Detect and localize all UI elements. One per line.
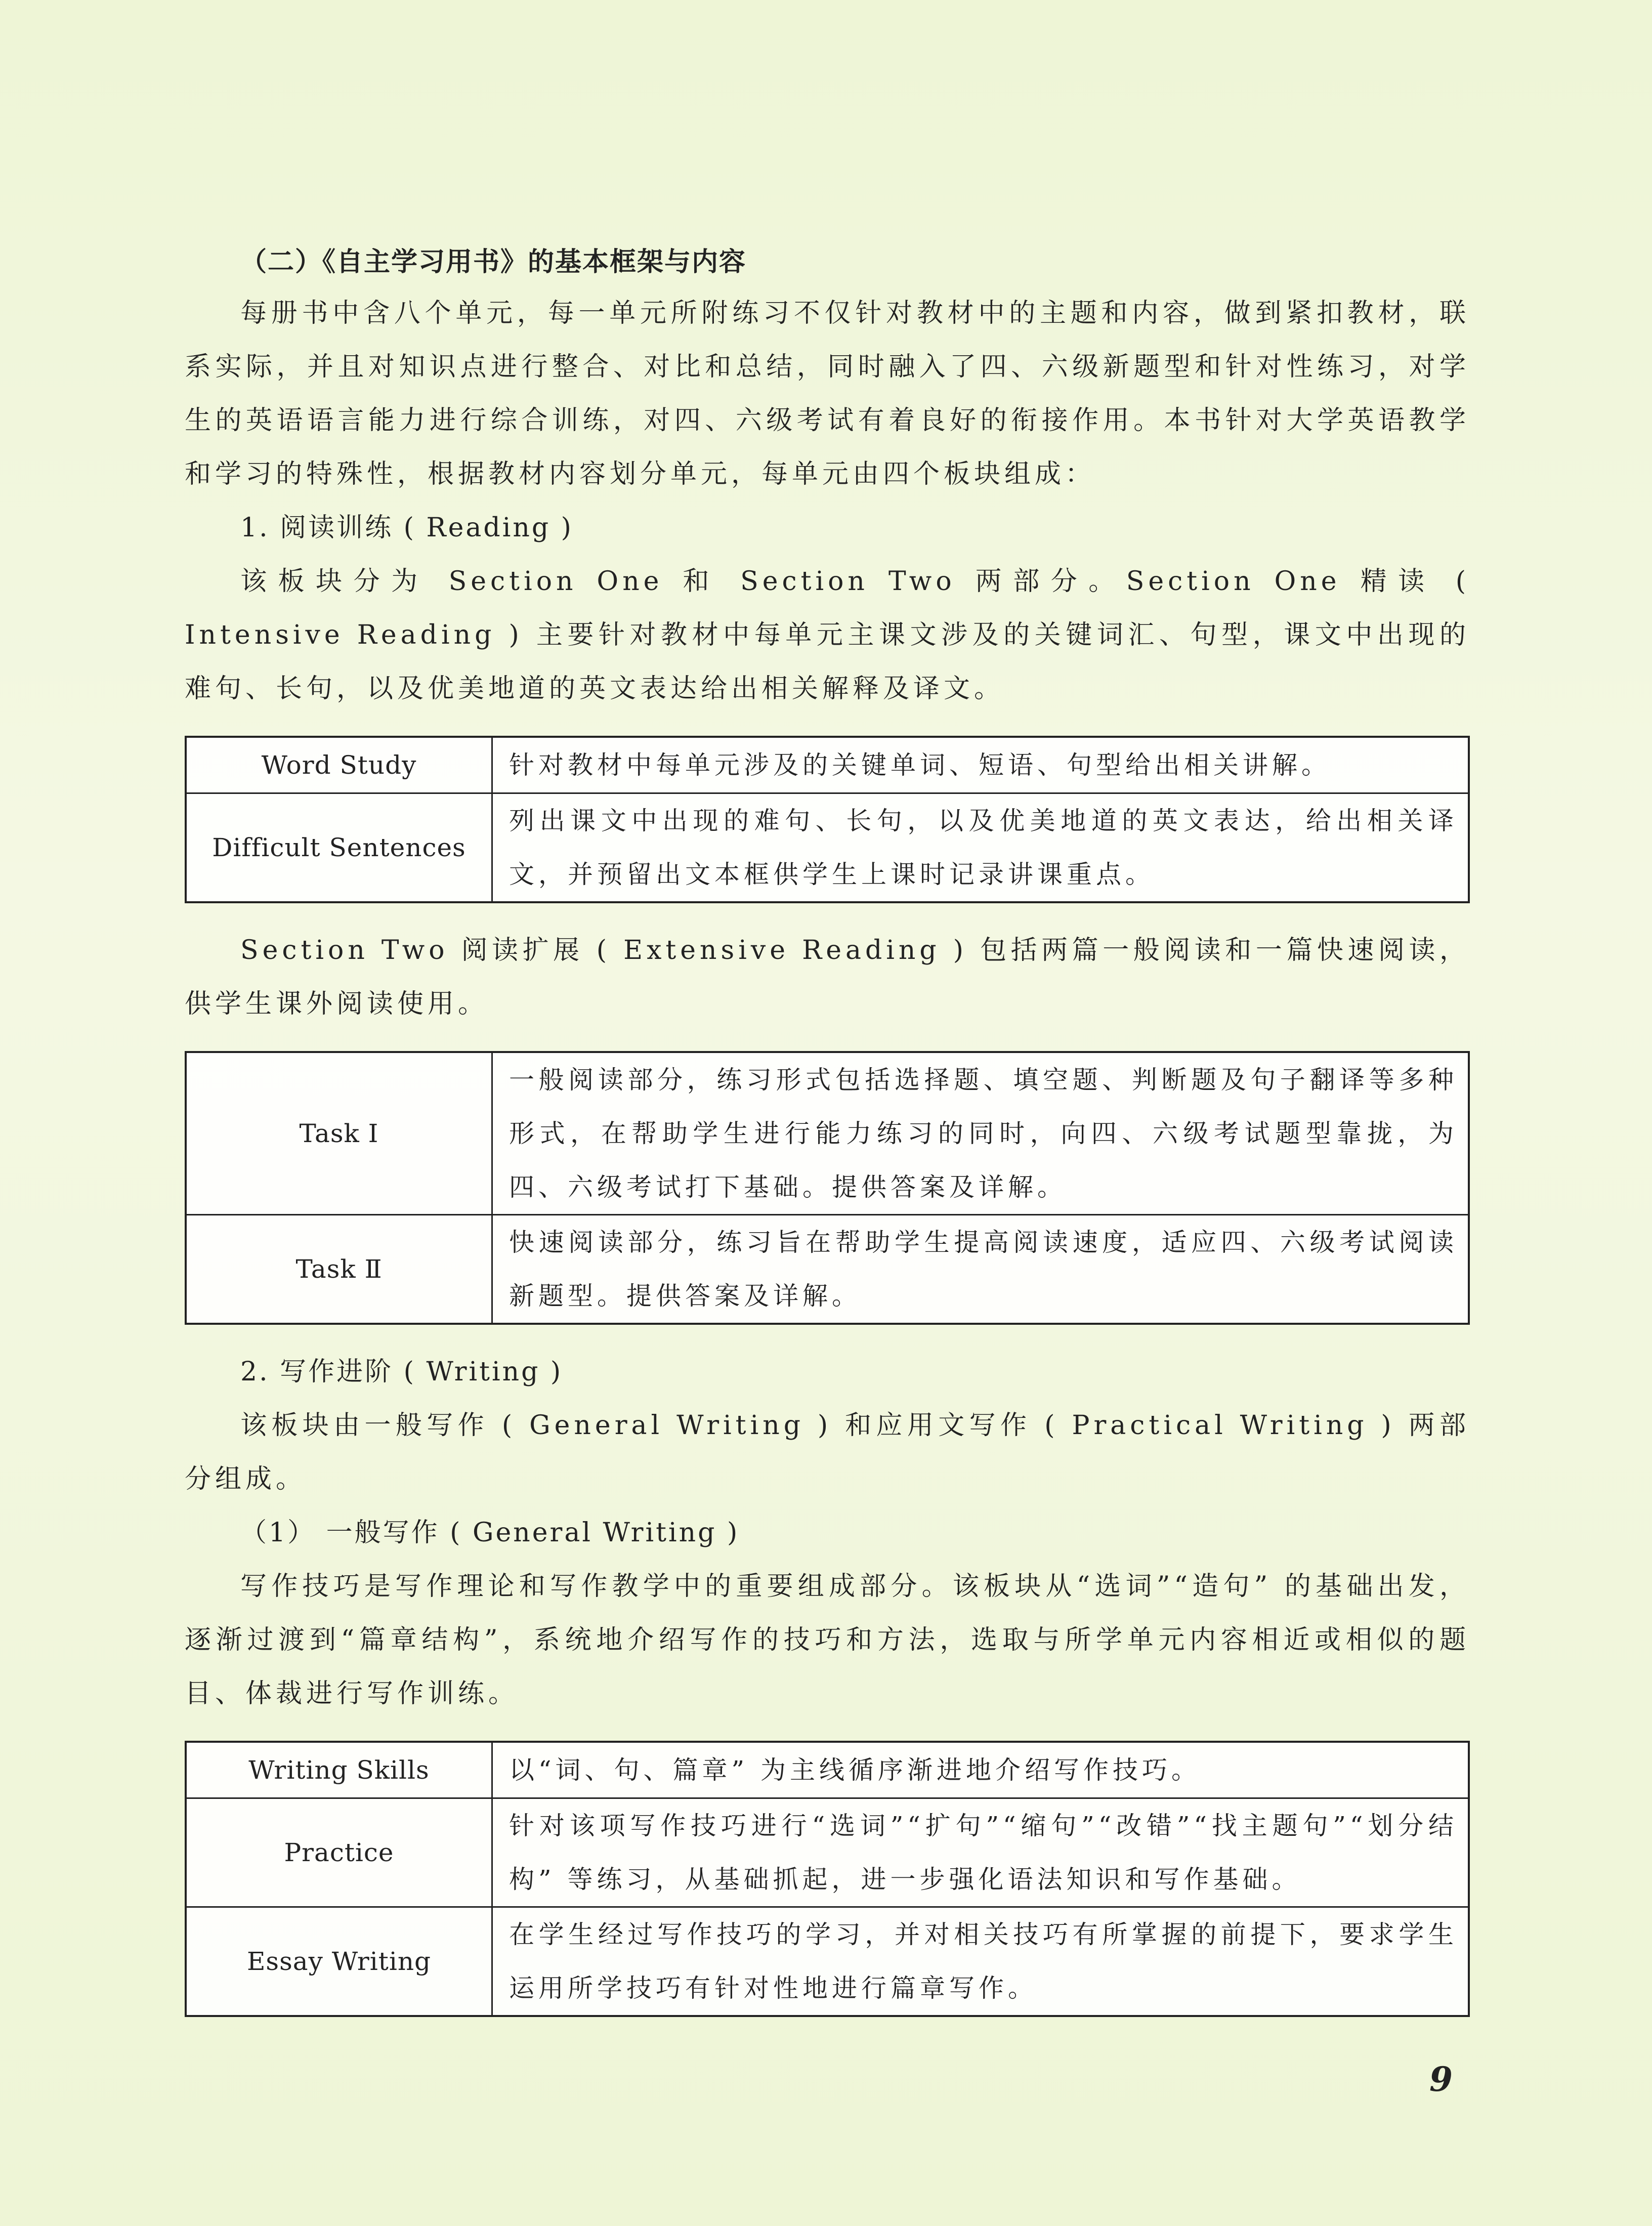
reading-table-section-two [185,1051,1470,1325]
table-label-cell: Task Ⅱ [186,1215,492,1324]
table-row [186,1742,1469,1798]
intro-paragraph: 每册书中含八个单元，每一单元所附练习不仅针对教材中的主题和内容，做到紧扣教材，联系实际，并且对知识点进行整合、对比和总结，同时融入了四、六级新题型和针对性练习，对学生的英语语言能力进行综合训练，对四、六级考试有着良好的衔接作用。本书针对大学英语教学和学习的特殊性，根据教材内容划分单元，每单元由四个板块组成： [185,298,1470,489]
section-heading: （二）《自主学习用书》的基本框架与内容 [240,246,747,277]
table-row [186,1907,1469,2017]
table-desc-cell: 在学生经过写作技巧的学习，并对相关技巧有所掌握的前提下，要求学生运用所学技巧有针对性地进行篇章写作。 [492,1907,1469,2017]
page-number: 9 [1429,2060,1453,2099]
table-label-cell: Writing Skills [186,1742,492,1798]
table-row [186,793,1469,903]
table-label-cell: Difficult Sentences [186,793,492,903]
writing-title: 2. 写作进阶 ( Writing ) [240,1357,563,1387]
table-desc-cell: 列出课文中出现的难句、长句，以及优美地道的英文表达，给出相关译文，并预留出文本框供学生上课时记录讲课重点。 [492,793,1469,903]
table-row [186,1215,1469,1324]
section-two-paragraph: Section Two 阅读扩展 ( Extensive Reading ) 包括两篇一般阅读和一篇快速阅读，供学生课外阅读使用。 [185,935,1470,1019]
writing-paragraph: 该板块由一般写作 ( General Writing ) 和应用文写作 ( Practical Writing ) 两部分组成。 [185,1410,1470,1494]
table-label-cell: Task Ⅰ [186,1052,492,1215]
table-desc-cell: 一般阅读部分，练习形式包括选择题、填空题、判断题及句子翻译等多种形式，在帮助学生进行能力练习的同时，向四、六级考试题型靠拢，为四、六级考试打下基础。提供答案及详解。 [492,1052,1469,1215]
table-desc-cell: 针对教材中每单元涉及的关键单词、短语、句型给出相关讲解。 [492,737,1469,793]
table-row [186,1798,1469,1907]
table-desc-cell: 针对该项写作技巧进行“选词”“扩句”“缩句”“改错”“找主题句”“划分结构” 等练习，从基础抓起，进一步强化语法知识和写作基础。 [492,1798,1469,1907]
writing-subtitle: （1） 一般写作 ( General Writing ) [240,1518,740,1548]
table-desc-cell: 以“词、句、篇章” 为主线循序渐进地介绍写作技巧。 [492,1742,1469,1798]
table-row [186,1052,1469,1215]
reading-paragraph: 该板块分为 Section One 和 Section Two 两部分。Section One 精读 ( Intensive Reading ) 主要针对教材中每单元主课文涉及的关键词汇、句型，课文中出现的难句、长句，以及优美地道的英文表达给出相关解释及译文。 [185,566,1470,704]
reading-title: 1. 阅读训练 ( Reading ) [240,513,573,543]
table-label-cell: Essay Writing [186,1907,492,2017]
writing-table [185,1741,1470,2017]
writing-sub-paragraph: 写作技巧是写作理论和写作教学中的重要组成部分。该板块从“选词”“造句” 的基础出发，逐渐过渡到“篇章结构”，系统地介绍写作的技巧和方法，选取与所学单元内容相近或相似的题目、体裁进行写作训练。 [185,1571,1470,1709]
table-label-cell: Word Study [186,737,492,793]
page-content [185,238,1470,2037]
table-label-cell: Practice [186,1798,492,1907]
table-desc-cell: 快速阅读部分，练习旨在帮助学生提高阅读速度，适应四、六级考试阅读新题型。提供答案及详解。 [492,1215,1469,1324]
reading-table-section-one [185,736,1470,903]
table-row [186,737,1469,793]
